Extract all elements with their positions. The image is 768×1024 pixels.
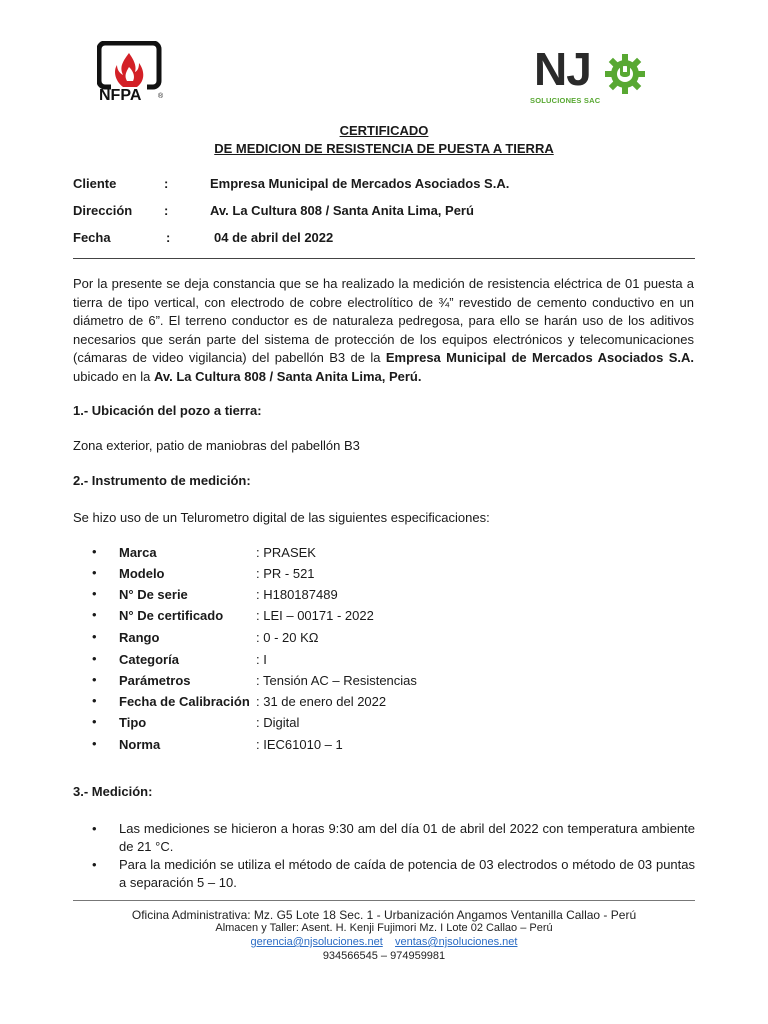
spec-label: Modelo bbox=[119, 566, 165, 581]
spec-item bbox=[92, 737, 652, 757]
intro-address: Av. La Cultura 808 / Santa Anita Lima, Perú. bbox=[153, 368, 422, 384]
measurement-item bbox=[92, 820, 695, 856]
footer-phones: 934566545 – 974959981 bbox=[322, 950, 446, 962]
footer-emails bbox=[0, 936, 768, 948]
client-label: Cliente bbox=[73, 176, 117, 191]
intro-text: Por la presente se deja constancia que se ha realizado la medición de resistencia eléctrica de 01 puesta a tierra de tipo vertical, con electrodo de cobre electrolítico de ¾” revestido de cemento conductivo en un diámetro de 6”. El terreno conductor es de naturaleza pedregosa, para ello se harán uso de los aditivos necesarios que serán parte del sistema de protección de los equipos electrónicos y telecomunicaciones (cámaras de video vigilancia) del pabellón B3 de la bbox=[73, 276, 694, 365]
nj-logo-subtitle: SOLUCIONES SAC bbox=[530, 96, 601, 105]
spec-label: Parámetros bbox=[119, 673, 191, 688]
spec-value: : PRASEK bbox=[256, 545, 316, 560]
spec-value: : 0 - 20 KΩ bbox=[256, 630, 319, 645]
section-1-text: Zona exterior, patio de maniobras del pabellón B3 bbox=[73, 438, 360, 453]
measurement-text: Para la medición se utiliza el método de caída de potencia de 03 electrodos o método de 03 puntas a separación 5 – 10. bbox=[119, 857, 695, 890]
footer-office-address: Oficina Administrativa: Mz. G5 Lote 18 Sec. 1 - Urbanización Angamos Ventanilla Callao - Perú bbox=[131, 908, 637, 922]
address-label: Dirección bbox=[73, 203, 133, 218]
document-title: CERTIFICADO bbox=[339, 123, 429, 138]
spec-value: : IEC61010 – 1 bbox=[256, 737, 343, 752]
intro-mid: ubicado en la bbox=[73, 368, 154, 384]
email-gerencia-link[interactable]: gerencia@njsoluciones.net bbox=[250, 936, 383, 948]
spec-item bbox=[92, 715, 652, 735]
client-value: Empresa Municipal de Mercados Asociados S.A. bbox=[210, 176, 510, 191]
bullet-icon: • bbox=[92, 736, 97, 751]
intro-company: Empresa Municipal de Mercados Asociados S.A. bbox=[385, 350, 694, 365]
spec-item bbox=[92, 630, 652, 650]
section-2-text: Se hizo uso de un Telurometro digital de las siguientes especificaciones: bbox=[73, 510, 490, 525]
field-colon: : bbox=[166, 230, 171, 245]
header-divider bbox=[73, 258, 695, 259]
section-1-heading: 1.- Ubicación del pozo a tierra: bbox=[73, 403, 262, 418]
spec-item bbox=[92, 608, 652, 628]
nfpa-logo-text: NFPA bbox=[99, 87, 142, 104]
bullet-icon: • bbox=[92, 672, 97, 687]
gear-wrench-icon bbox=[603, 52, 647, 96]
spec-value: : Digital bbox=[256, 715, 300, 730]
spec-item bbox=[92, 694, 652, 714]
bullet-icon: • bbox=[92, 586, 97, 601]
bullet-icon: • bbox=[92, 714, 97, 729]
spec-value: : H180187489 bbox=[256, 587, 338, 602]
field-colon: : bbox=[164, 176, 169, 191]
measurement-item bbox=[92, 856, 695, 892]
date-value: 04 de abril del 2022 bbox=[214, 230, 334, 245]
spec-value: : 31 de enero del 2022 bbox=[256, 694, 387, 709]
section-3-heading: 3.- Medición: bbox=[73, 784, 153, 799]
bullet-icon: • bbox=[92, 693, 97, 708]
spec-item bbox=[92, 673, 652, 693]
spec-item bbox=[92, 652, 652, 672]
bullet-icon: • bbox=[92, 544, 97, 559]
spec-label: N° De certificado bbox=[119, 608, 224, 623]
footer-workshop-address: Almacen y Taller: Asent. H. Kenji Fujimori Mz. I Lote 02 Callao – Perú bbox=[215, 922, 553, 934]
spec-label: Categoría bbox=[119, 652, 179, 667]
email-ventas-link[interactable]: ventas@njsoluciones.net bbox=[395, 936, 518, 948]
address-value: Av. La Cultura 808 / Santa Anita Lima, Perú bbox=[210, 203, 474, 218]
spec-label: Fecha de Calibración bbox=[119, 694, 250, 709]
bullet-icon: • bbox=[92, 821, 97, 836]
field-colon: : bbox=[164, 203, 169, 218]
bullet-icon: • bbox=[92, 565, 97, 580]
bullet-icon: • bbox=[92, 629, 97, 644]
date-label: Fecha bbox=[73, 230, 111, 245]
bullet-icon: • bbox=[92, 607, 97, 622]
footer-divider bbox=[73, 900, 695, 901]
intro-paragraph bbox=[73, 275, 694, 386]
registered-mark: ® bbox=[158, 93, 164, 100]
nj-logo-letters: NJ bbox=[534, 43, 591, 95]
document-subtitle: DE MEDICION DE RESISTENCIA DE PUESTA A TIERRA bbox=[214, 141, 554, 156]
bullet-icon: • bbox=[92, 651, 97, 666]
spec-value: : Tensión AC – Resistencias bbox=[256, 673, 417, 688]
spec-label: N° De serie bbox=[119, 587, 188, 602]
spec-item bbox=[92, 545, 652, 565]
spec-item bbox=[92, 587, 652, 607]
spec-label: Marca bbox=[119, 545, 157, 560]
spec-label: Tipo bbox=[119, 715, 147, 730]
section-2-heading: 2.- Instrumento de medición: bbox=[73, 473, 251, 488]
spec-label: Rango bbox=[119, 630, 160, 645]
spec-label: Norma bbox=[119, 737, 161, 752]
bullet-icon: • bbox=[92, 857, 97, 872]
spec-value: : LEI – 00171 - 2022 bbox=[256, 608, 374, 623]
measurement-text: Las mediciones se hicieron a horas 9:30 am del día 01 de abril del 2022 con temperatura ambiente de 21 °C. bbox=[119, 821, 695, 854]
spec-value: : I bbox=[256, 652, 267, 667]
spec-item bbox=[92, 566, 652, 586]
spec-value: : PR - 521 bbox=[256, 566, 315, 581]
